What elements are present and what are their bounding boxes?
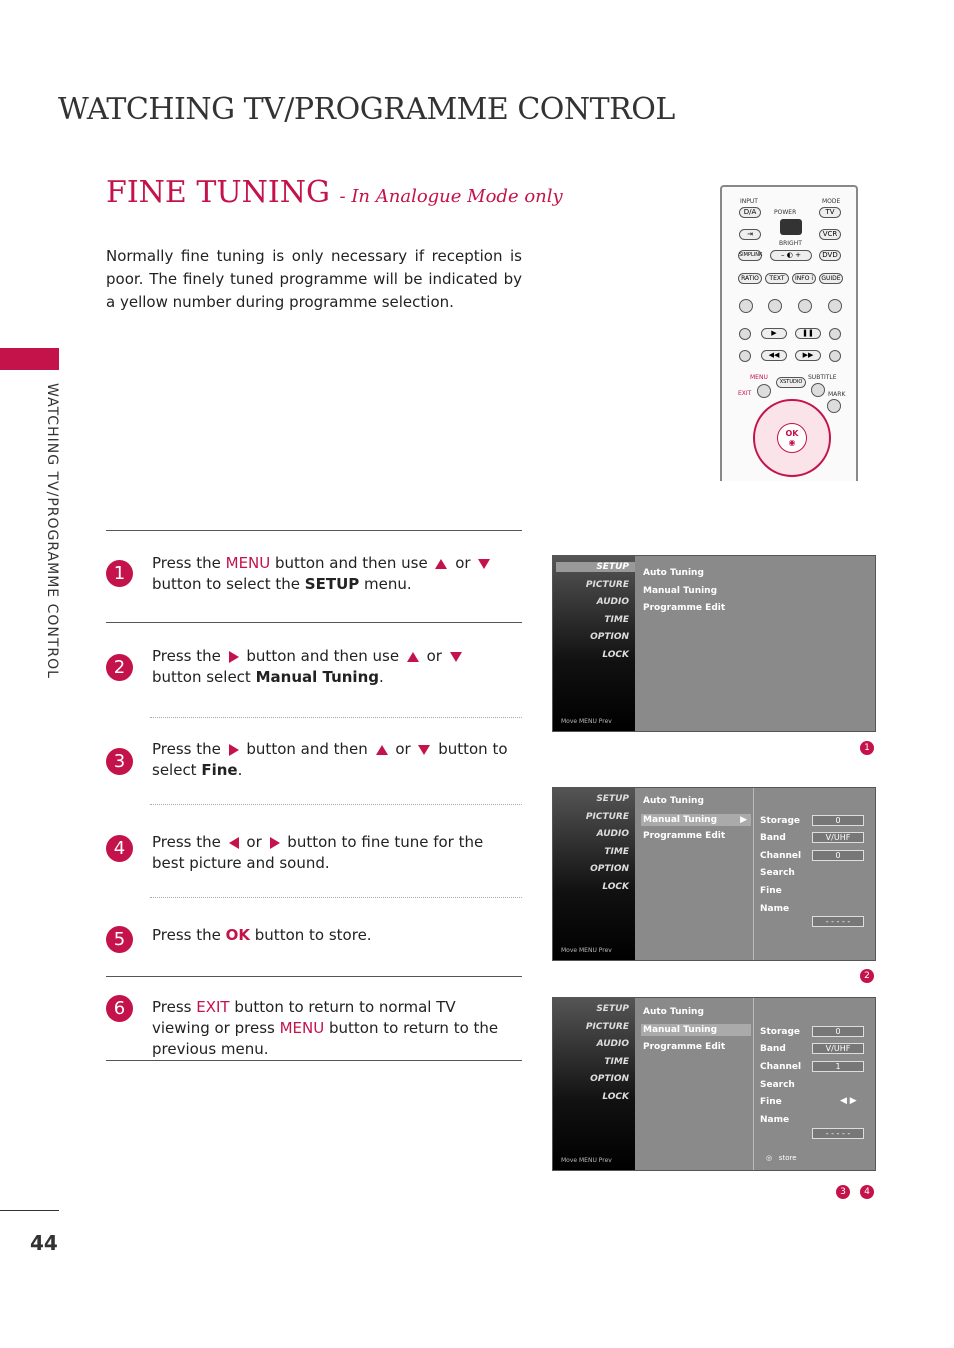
right-arrow-icon [229,744,239,756]
yellow-button[interactable] [798,299,812,313]
divider [150,717,522,718]
right-arrow-icon [270,837,280,849]
ratio-button[interactable]: RATIO [738,273,762,284]
osd-footer: Move MENU Prev [561,1157,612,1164]
menu-time[interactable]: TIME [604,1057,629,1067]
menu-audio[interactable]: AUDIO [596,597,629,607]
ok-button[interactable]: OK ◉ [777,423,807,453]
bright-slider[interactable]: – ◐ + [770,250,812,261]
osd-screen-2 [552,787,876,961]
submenu-manual-tuning[interactable]: Manual Tuning [643,586,718,596]
menu-lock[interactable]: LOCK [602,1092,629,1102]
divider [106,976,522,977]
rewind-icon[interactable]: ◀◀ [761,350,787,361]
storage-value[interactable]: 0 [812,815,864,826]
next-icon[interactable] [829,350,841,362]
osd-menu [553,998,635,1170]
osd-menu [553,788,635,960]
divider [150,897,522,898]
tuning-panel [753,998,875,1170]
divider [106,622,522,623]
xstudio-button[interactable]: XSTUDIO [776,377,806,388]
channel-value[interactable]: 0 [812,850,864,861]
menu-audio[interactable]: AUDIO [596,829,629,839]
field-name: Name [760,904,790,914]
step-number: 3 [106,748,133,775]
submenu-programme-edit[interactable]: Programme Edit [643,1042,726,1052]
menu-setup[interactable]: SETUP [596,1004,629,1014]
step-number: 2 [106,654,133,681]
blue-button[interactable] [828,299,842,313]
pause-icon[interactable]: ❚❚ [795,328,821,339]
menu-picture[interactable]: PICTURE [585,580,629,590]
submenu-programme-edit[interactable]: Programme Edit [643,831,726,841]
simplink-button[interactable]: SIMPLINK [738,250,762,261]
power-button[interactable] [780,219,802,235]
text-button[interactable]: TEXT [765,273,789,284]
field-name: Name [760,1115,790,1125]
osd-screen-1 [552,555,876,732]
input-label: INPUT [740,198,758,205]
play-icon[interactable]: ▶ [761,328,787,339]
info-button[interactable]: INFO i [792,273,816,284]
exit-button[interactable] [757,384,771,398]
name-value[interactable]: - - - - - [812,1128,864,1139]
mark-label: MARK [828,391,846,398]
down-arrow-icon [418,745,430,755]
name-value[interactable]: - - - - - [812,916,864,927]
side-label: WATCHING TV/PROGRAMME CONTROL [44,383,60,679]
menu-time[interactable]: TIME [604,847,629,857]
caption-number: 2 [860,969,874,983]
osd-screen-3 [552,997,876,1171]
exit-label: EXIT [738,390,752,397]
menu-option[interactable]: OPTION [590,864,629,874]
menu-option[interactable]: OPTION [590,1074,629,1084]
submenu-programme-edit[interactable]: Programme Edit [643,603,726,613]
osd-menu [553,556,635,731]
down-arrow-icon [478,559,490,569]
left-arrow-icon [229,837,239,849]
menu-label: MENU [750,374,768,381]
red-button[interactable] [739,299,753,313]
field-fine: Fine [760,1097,782,1107]
subtitle-button[interactable] [811,383,825,397]
field-band: Band [760,1044,786,1054]
subtitle-label: SUBTITLE [808,374,837,381]
submenu-manual-tuning[interactable]: Manual Tuning [641,1024,751,1036]
mark-button[interactable] [827,399,841,413]
step-number: 4 [106,835,133,862]
vcr-button[interactable]: VCR [819,229,841,240]
menu-setup[interactable]: SETUP [556,562,635,572]
menu-lock[interactable]: LOCK [602,650,629,660]
caption-number: 4 [860,1185,874,1199]
storage-value[interactable]: 0 [812,1026,864,1037]
fine-arrows-icon[interactable]: ◀ ▶ [840,1096,857,1106]
step-4-text: Press the or button to fine tune for the best picture and sound. [152,833,484,872]
menu-option[interactable]: OPTION [590,632,629,642]
menu-audio[interactable]: AUDIO [596,1039,629,1049]
intro-text: Normally fine tuning is only necessary if reception is poor. The finely tuned programme will be indicated by a yellow number during programme selection. [106,247,522,311]
field-channel: Channel [760,851,802,861]
step-1-text: Press the MENU button and then use or button to select the SETUP menu. [152,553,517,595]
band-value[interactable]: V/UHF [812,832,864,843]
caption-number: 3 [836,1185,850,1199]
channel-value[interactable]: 1 [812,1061,864,1072]
step-number: 6 [106,995,133,1022]
field-channel: Channel [760,1062,802,1072]
menu-time[interactable]: TIME [604,615,629,625]
prev-icon[interactable] [739,350,751,362]
da-button[interactable]: D/A [739,207,761,218]
page-number: 44 [30,1231,58,1255]
up-arrow-icon [407,652,419,662]
step-3-text: Press the button and then or button to select Fine. [152,740,508,779]
submenu-auto-tuning[interactable]: Auto Tuning [643,796,704,806]
submenu-manual-tuning[interactable]: Manual Tuning ▶ [641,814,751,826]
record-icon[interactable] [829,328,841,340]
field-storage: Storage [760,1027,801,1037]
osd-footer: Move MENU Prev [561,947,612,954]
submenu-auto-tuning[interactable]: Auto Tuning [643,1007,704,1017]
divider [150,804,522,805]
dpad[interactable] [753,399,831,477]
page-divider [0,1210,59,1211]
stop-icon[interactable] [739,328,751,340]
side-tab [0,348,59,370]
down-arrow-icon [450,652,462,662]
menu-picture[interactable]: PICTURE [585,812,629,822]
section-title: FINE TUNING - In Analogue Mode only [106,175,563,210]
remote-control [720,185,858,481]
tuning-panel [753,788,875,960]
field-search: Search [760,1080,795,1090]
page-title: WATCHING TV/PROGRAMME CONTROL [58,92,675,127]
field-fine: Fine [760,886,782,896]
power-label: POWER [774,209,797,216]
band-value[interactable]: V/UHF [812,1043,864,1054]
guide-button[interactable]: GUIDE [819,273,843,284]
store-hint: ◎ store [766,1154,797,1162]
forward-icon[interactable]: ▶▶ [795,350,821,361]
up-arrow-icon [435,559,447,569]
submenu-auto-tuning[interactable]: Auto Tuning [643,568,704,578]
right-arrow-icon [229,651,239,663]
green-button[interactable] [768,299,782,313]
input-button[interactable]: ⇥ [739,229,761,240]
divider [106,1060,522,1061]
field-search: Search [760,868,795,878]
step-2-text: Press the button and then use or button select Manual Tuning. [152,646,517,688]
step-6-text: Press EXIT button to return to normal TV viewing or press MENU button to return to the previous menu. [152,998,499,1058]
step-5-text: Press the OK button to store. [152,926,372,944]
bright-label: BRIGHT [779,240,802,247]
divider [106,530,522,531]
menu-setup[interactable]: SETUP [596,794,629,804]
osd-footer: Move MENU Prev [561,718,612,725]
menu-picture[interactable]: PICTURE [585,1022,629,1032]
step-number: 5 [106,926,133,953]
field-storage: Storage [760,816,801,826]
dvd-button[interactable]: DVD [819,250,841,261]
step-number: 1 [106,560,133,587]
menu-lock[interactable]: LOCK [602,882,629,892]
up-arrow-icon [376,745,388,755]
tv-button[interactable]: TV [819,207,841,218]
mode-label: MODE [822,198,841,205]
caption-number: 1 [860,741,874,755]
field-band: Band [760,833,786,843]
